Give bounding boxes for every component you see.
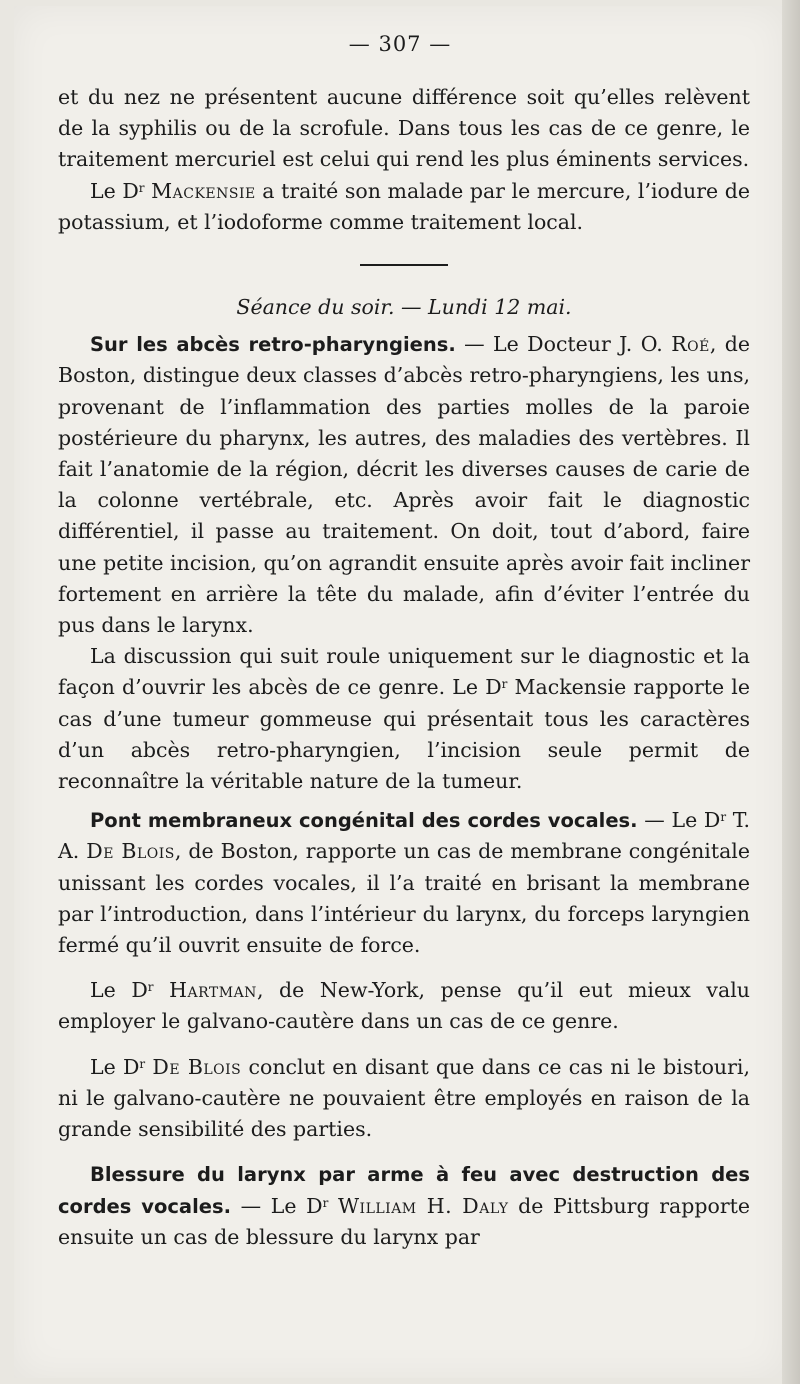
page-number: — 307 —: [348, 32, 452, 56]
author-name: De Blois: [152, 1054, 242, 1079]
section-title: Pont membraneux congénital des cordes vocales.: [90, 809, 638, 833]
author-name: William H. Daly: [337, 1193, 509, 1218]
author-name: Hartman: [169, 978, 257, 1003]
section-pont-membraneux: Pont membraneux congénital des cordes vocales. — Le $D^r$ T. A. De Blois, de Boston, rapporte un cas de membrane congénitale unissant les cordes vocales, il l’a traité en brisant la membrane par l’introduction, dans l’intérieur du larynx, du forceps laryngien fermé qu’il ouvrit ensuite de force.: [58, 808, 750, 958]
paragraph-hartman: Le $D^r$ Hartman, de New-York, pense qu’il eut mieux valu employer le galvano-cautère dans un cas de ce genre.: [58, 978, 750, 1034]
section-retro-pharyngiens: Sur les abcès retro-pharyngiens. — Le Docteur J. O. Roé, de Boston, distingue deux classes d’abcès retro-pharyngiens, les uns, provenant de l’inflammation des parties molles de la paroie postérieure du pharynx, les autres, des maladies des vertèbres. Il fait l’anatomie de la région, décrit les diverses causes de carie de la colonne vertébrale, etc. Après avoir fait le diagnostic différentiel, il passe au traitement. On doit, tout d’abord, faire une petite incision, qu’on agrandit ensuite après avoir fait incliner fortement en arrière la tête du malade, afin d’éviter l’entrée du pus dans le larynx.: [58, 332, 750, 638]
section-title: Blessure du larynx par arme à feu avec destruction des cordes vocales.: [58, 1163, 750, 1218]
author-name: Mackensie: [151, 178, 256, 203]
session-heading: Séance du soir. — Lundi 12 mai.: [236, 295, 572, 320]
paragraph-continuation: et du nez ne présentent aucune différence soit qu’elles relèvent de la syphilis ou de la scrofule. Dans tous les cas de ce genre, le traitement mercuriel est celui qui rend les plus éminents services.: [58, 85, 750, 172]
section-divider: [360, 264, 448, 266]
section-title: Sur les abcès retro-pharyngiens.: [90, 333, 456, 357]
section-blessure-larynx: Blessure du larynx par arme à feu avec destruction des cordes vocales. — Le $D^r$ William H. Daly de Pittsburg rapporte ensuite un cas de blessure du larynx par: [58, 1163, 750, 1249]
author-name: Roé: [671, 332, 710, 357]
paragraph-mackensie-treatment: Le $D^r$ Mackensie a traité son malade par le mercure, l’iodure de potassium, et l’iodoforme comme traitement local.: [58, 178, 750, 234]
paragraph-discussion: La discussion qui suit roule uniquement sur le diagnostic et la façon d’ouvrir les abcès de ce genre. Le $D^r$ Mackensie rapporte le cas d’une tumeur gommeuse qui présentait tous les caractères d’un abcès retro-pharyngien, l’incision seule permit de reconnaître la véritable nature de la tumeur.: [58, 644, 750, 794]
paragraph-de-blois-conclusion: Le $D^r$ De Blois conclut en disant que dans ce cas ni le bistouri, ni le galvano-cautère ne pouvaient être employés en raison de la grande sensibilité des parties.: [58, 1054, 750, 1142]
page-body: [58, 82, 750, 1253]
author-name: De Blois: [86, 839, 175, 864]
page-edge: [782, 0, 800, 1384]
